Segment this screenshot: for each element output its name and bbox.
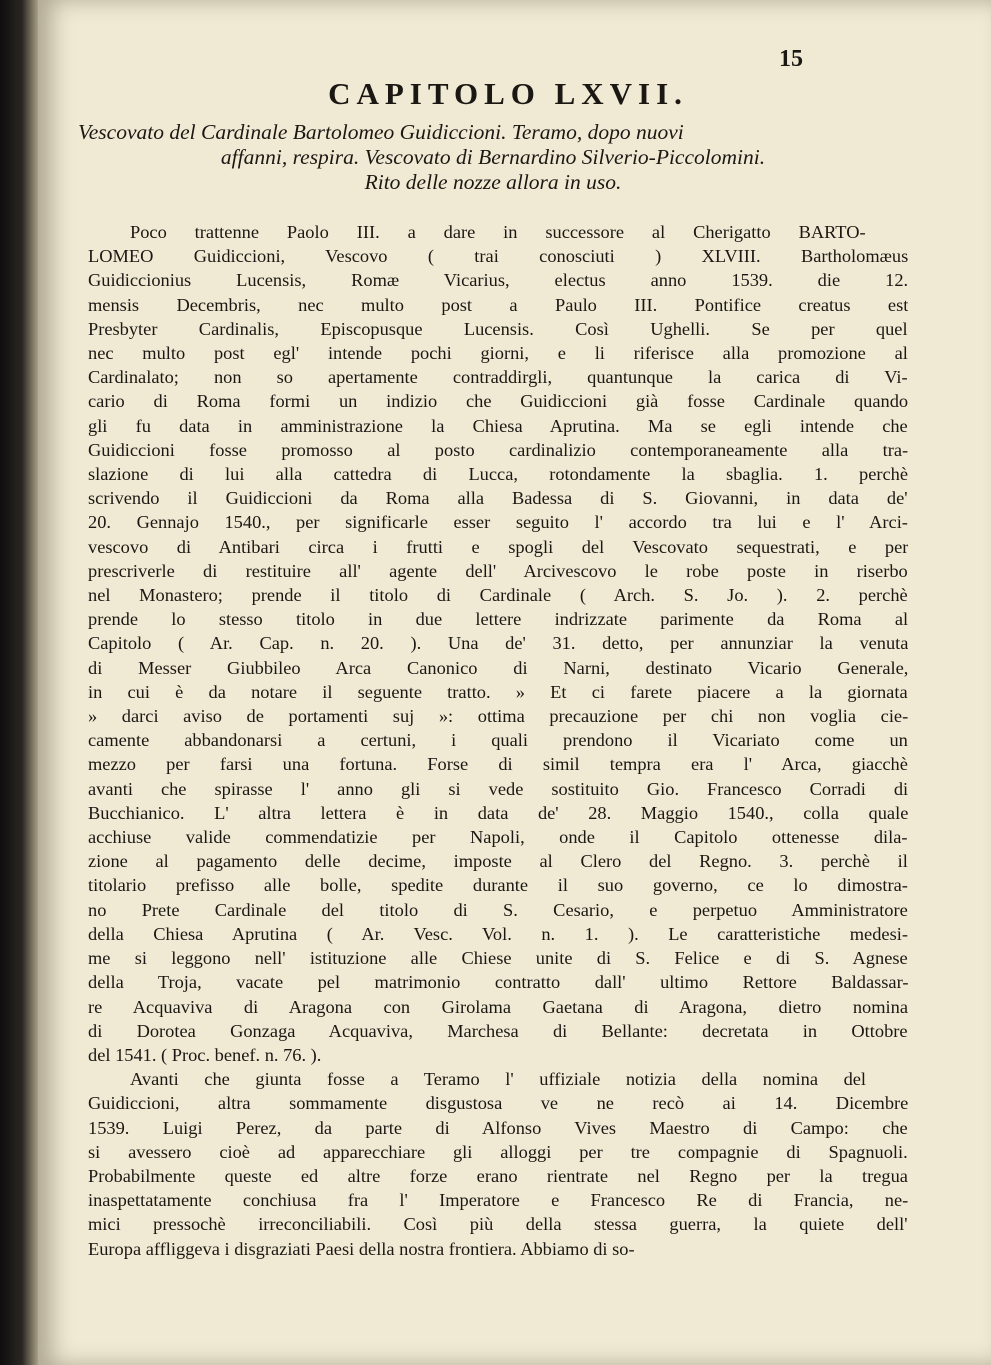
text-line: re Acquaviva di Aragona con Girolama Gaetana di Aragona, dietro nomina <box>88 996 908 1017</box>
chapter-summary <box>78 120 908 195</box>
body-text <box>88 220 908 1261</box>
book-page <box>38 0 991 1365</box>
text-line: vescovo di Antibari circa i frutti e spogli del Vescovato sequestrati, e per <box>88 536 908 557</box>
text-line: prescriverle di restituire all' agente dell' Arcivescovo le robe poste in riserbo <box>88 560 908 581</box>
chapter-title: CAPITOLO LXVII. <box>328 76 688 111</box>
text-line: Cardinalato; non so apertamente contraddirgli, quantunque la carica di Vi- <box>88 367 908 388</box>
summary-line: Rito delle nozze allora in uso. <box>364 170 622 194</box>
text-line: nec multo post egl' intende pochi giorni, e li riferisce alla promozione al <box>88 343 908 364</box>
text-line: LOMEO Guidiccioni, Vescovo ( trai conosciuti ) XLVIII. Bartholomæus <box>88 246 908 267</box>
text-line: Guidiccioni, altra sommamente disgustosa ve ne recò ai 14. Dicembre <box>88 1093 908 1114</box>
page-number: 15 <box>779 46 803 72</box>
text-line: Bucchianico. L' altra lettera è in data de' 28. Maggio 1540., colla quale <box>88 802 908 823</box>
text-line: in cui è da notare il seguente tratto. » Et ci farete piacere a la giornata <box>88 681 908 702</box>
text-line: mici pressochè irreconciliabili. Così più della stessa guerra, la quiete dell' <box>88 1214 908 1235</box>
text-line: gli fu data in amministrazione la Chiesa Aprutina. Ma se egli intende che <box>88 415 908 436</box>
text-line: Presbyter Cardinalis, Episcopusque Lucensis. Così Ughelli. Se per quel <box>88 318 908 339</box>
text-line: del 1541. ( Proc. benef. n. 76. ). <box>88 1044 322 1065</box>
text-line: della Troja, vacate pel matrimonio contratto dall' ultimo Rettore Baldassar- <box>88 972 908 993</box>
text-line: della Chiesa Aprutina ( Ar. Vesc. Vol. n. 1. ). Le caratteristiche medesi- <box>88 923 908 944</box>
text-line: Guidiccionius Lucensis, Romæ Vicarius, electus anno 1539. die 12. <box>88 270 908 291</box>
text-line: cario di Roma formi un indizio che Guidiccioni già fosse Cardinale quando <box>88 391 908 412</box>
text-line: titolario prefisso alle bolle, spedite durante il suo governo, ce lo dimostra- <box>88 875 908 896</box>
text-line: zione al pagamento delle decime, imposte al Clero del Regno. 3. perchè il <box>88 851 908 872</box>
text-line: mezzo per farsi una fortuna. Forse di simil tempra era l' Arca, giacchè <box>88 754 908 775</box>
book-spine <box>0 0 40 1365</box>
text-line: camente abbandonarsi a certuni, i quali prendono il Vicariato come un <box>88 730 908 751</box>
text-line: Poco trattenne Paolo III. a dare in successore al Cherigatto BARTO- <box>130 222 866 242</box>
text-line: no Prete Cardinale del titolo di S. Cesario, e perpetuo Amministratore <box>88 899 908 920</box>
text-line: Probabilmente queste ed altre forze erano rientrate nel Regno per la tregua <box>88 1165 908 1186</box>
text-line: Avanti che giunta fosse a Teramo l' uffiziale notizia della nomina del <box>130 1069 867 1090</box>
text-line: 1539. Luigi Perez, da parte di Alfonso Vives Maestro di Campo: che <box>88 1117 908 1138</box>
text-line: avanti che spirasse l' anno gli si vede sostituito Gio. Francesco Corradi di <box>88 778 908 799</box>
text-line: me si leggono nell' istituzione alle Chiese unite di S. Felice e di S. Agnese <box>88 948 908 969</box>
text-line: » darci aviso de portamenti suj »: ottima precauzione per chi non voglia cie- <box>88 706 908 727</box>
text-line: inaspettatamente conchiusa fra l' Imperatore e Francesco Re di Francia, ne- <box>88 1190 908 1211</box>
summary-line: Vescovato del Cardinale Bartolomeo Guidiccioni. Teramo, dopo nuovi <box>78 120 684 144</box>
summary-line: affanni, respira. Vescovato di Bernardino Silverio-Piccolomini. <box>220 145 766 169</box>
text-line: mensis Decembris, nec multo post a Paulo III. Pontifice creatus est <box>88 294 908 315</box>
text-line: Europa affliggeva i disgraziati Paesi della nostra frontiera. Abbiamo di so- <box>88 1238 635 1259</box>
text-line: Guidiccioni fosse promosso al posto cardinalizio contemporaneamente alla tra- <box>88 439 908 460</box>
text-line: di Dorotea Gonzaga Acquaviva, Marchesa di Bellante: decretata in Ottobre <box>88 1020 908 1041</box>
text-line: di Messer Giubbileo Arca Canonico di Narni, destinato Vicario Generale, <box>88 657 908 678</box>
text-line: slazione di lui alla cattedra di Lucca, rotondamente la sbaglia. 1. perchè <box>88 464 908 485</box>
text-line: Capitolo ( Ar. Cap. n. 20. ). Una de' 31. detto, per annunziar la venuta <box>88 633 908 654</box>
text-line: nel Monastero; prende il titolo di Cardinale ( Arch. S. Jo. ). 2. perchè <box>88 585 908 606</box>
text-line: acchiuse valide commendatizie per Napoli, onde il Capitolo ottenesse dila- <box>88 827 908 848</box>
text-line: 20. Gennajo 1540., per significarle esser seguito l' accordo tra lui e l' Arci- <box>88 512 908 533</box>
text-line: si avessero cioè ad apparecchiare gli alloggi per tre compagnie di Spagnuoli. <box>88 1141 908 1162</box>
text-line: scrivendo il Guidiccioni da Roma alla Badessa di S. Giovanni, in data de' <box>88 488 908 509</box>
text-line: prende lo stesso titolo in due lettere indrizzate parimente da Roma al <box>88 609 908 630</box>
